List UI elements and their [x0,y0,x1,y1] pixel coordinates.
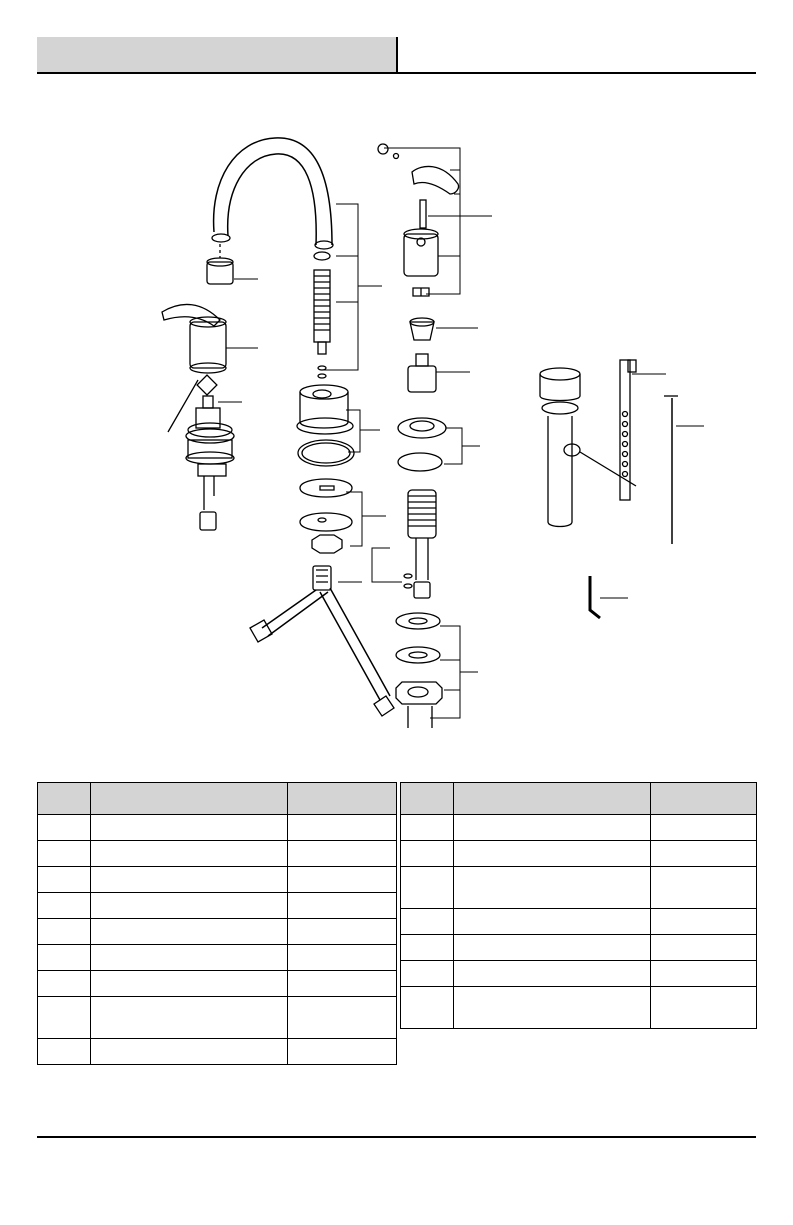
table-row [401,841,757,867]
table-row [401,909,757,935]
footer-rule [37,1136,756,1138]
lift-rod-part [664,396,678,544]
table-cell [288,841,397,867]
table-cell [454,987,651,1029]
table-cell [38,815,91,841]
table-cell [38,841,91,867]
table-row [38,841,397,867]
table-cell [288,815,397,841]
table-cell [288,971,397,997]
left-valve-part [168,375,234,530]
aerator-part [207,244,233,284]
table-cell [288,919,397,945]
table-cell [38,945,91,971]
table-cell [401,909,454,935]
spout-shank-part [314,252,330,378]
right-valve-part [398,318,446,471]
table-cell [288,893,397,919]
table-cell [91,971,288,997]
table-cell [401,815,454,841]
right-handle-part [378,144,459,296]
table-cell [454,815,651,841]
table-cell [401,987,454,1029]
table-cell [651,909,757,935]
hose-connector-part [250,566,394,716]
hex-key-part [590,576,600,618]
column-header [288,783,397,815]
column-header [38,783,91,815]
table-cell [651,815,757,841]
drain-part [540,368,636,527]
right-shank-part [404,490,436,598]
table-cell [288,945,397,971]
spout-base-part [297,385,354,466]
table-cell [454,909,651,935]
table-cell [401,935,454,961]
table-cell [38,1039,91,1065]
table-row [401,987,757,1029]
column-header [401,783,454,815]
table-row [401,935,757,961]
table-cell [91,945,288,971]
mounting-washers-part [300,479,352,553]
table-cell [91,919,288,945]
table-row [401,815,757,841]
table-cell [91,893,288,919]
table-cell [651,867,757,909]
table-cell [454,841,651,867]
table-cell [454,935,651,961]
parts-table-right [400,782,757,1029]
table-row [38,919,397,945]
deck-plate-part [396,613,442,728]
column-header [651,783,757,815]
table-row [38,997,397,1039]
table-cell [288,867,397,893]
table-row [38,971,397,997]
table-row [38,945,397,971]
table-cell [38,893,91,919]
table-row [401,961,757,987]
table-cell [38,919,91,945]
table-cell [288,1039,397,1065]
table-cell [38,867,91,893]
table-cell [91,867,288,893]
column-header [454,783,651,815]
callout-leaders [218,148,704,718]
table-cell [401,841,454,867]
table-cell [651,841,757,867]
table-header-row [38,783,397,815]
table-row [38,1039,397,1065]
table-cell [288,997,397,1039]
parts-table-left [37,782,397,1065]
table-row [38,815,397,841]
table-cell [91,997,288,1039]
table-row [401,867,757,909]
table-cell [651,961,757,987]
table-cell [38,997,91,1039]
left-handle-part [162,304,226,373]
table-cell [454,867,651,909]
clevis-strap-part [620,360,636,500]
table-header-row [401,783,757,815]
table-row [38,867,397,893]
table-cell [38,971,91,997]
table-cell [401,961,454,987]
table-cell [91,841,288,867]
table-cell [91,815,288,841]
spout-part [212,138,333,249]
table-cell [651,987,757,1029]
table-cell [651,935,757,961]
table-cell [91,1039,288,1065]
column-header [91,783,288,815]
table-row [38,893,397,919]
table-cell [401,867,454,909]
table-cell [454,961,651,987]
